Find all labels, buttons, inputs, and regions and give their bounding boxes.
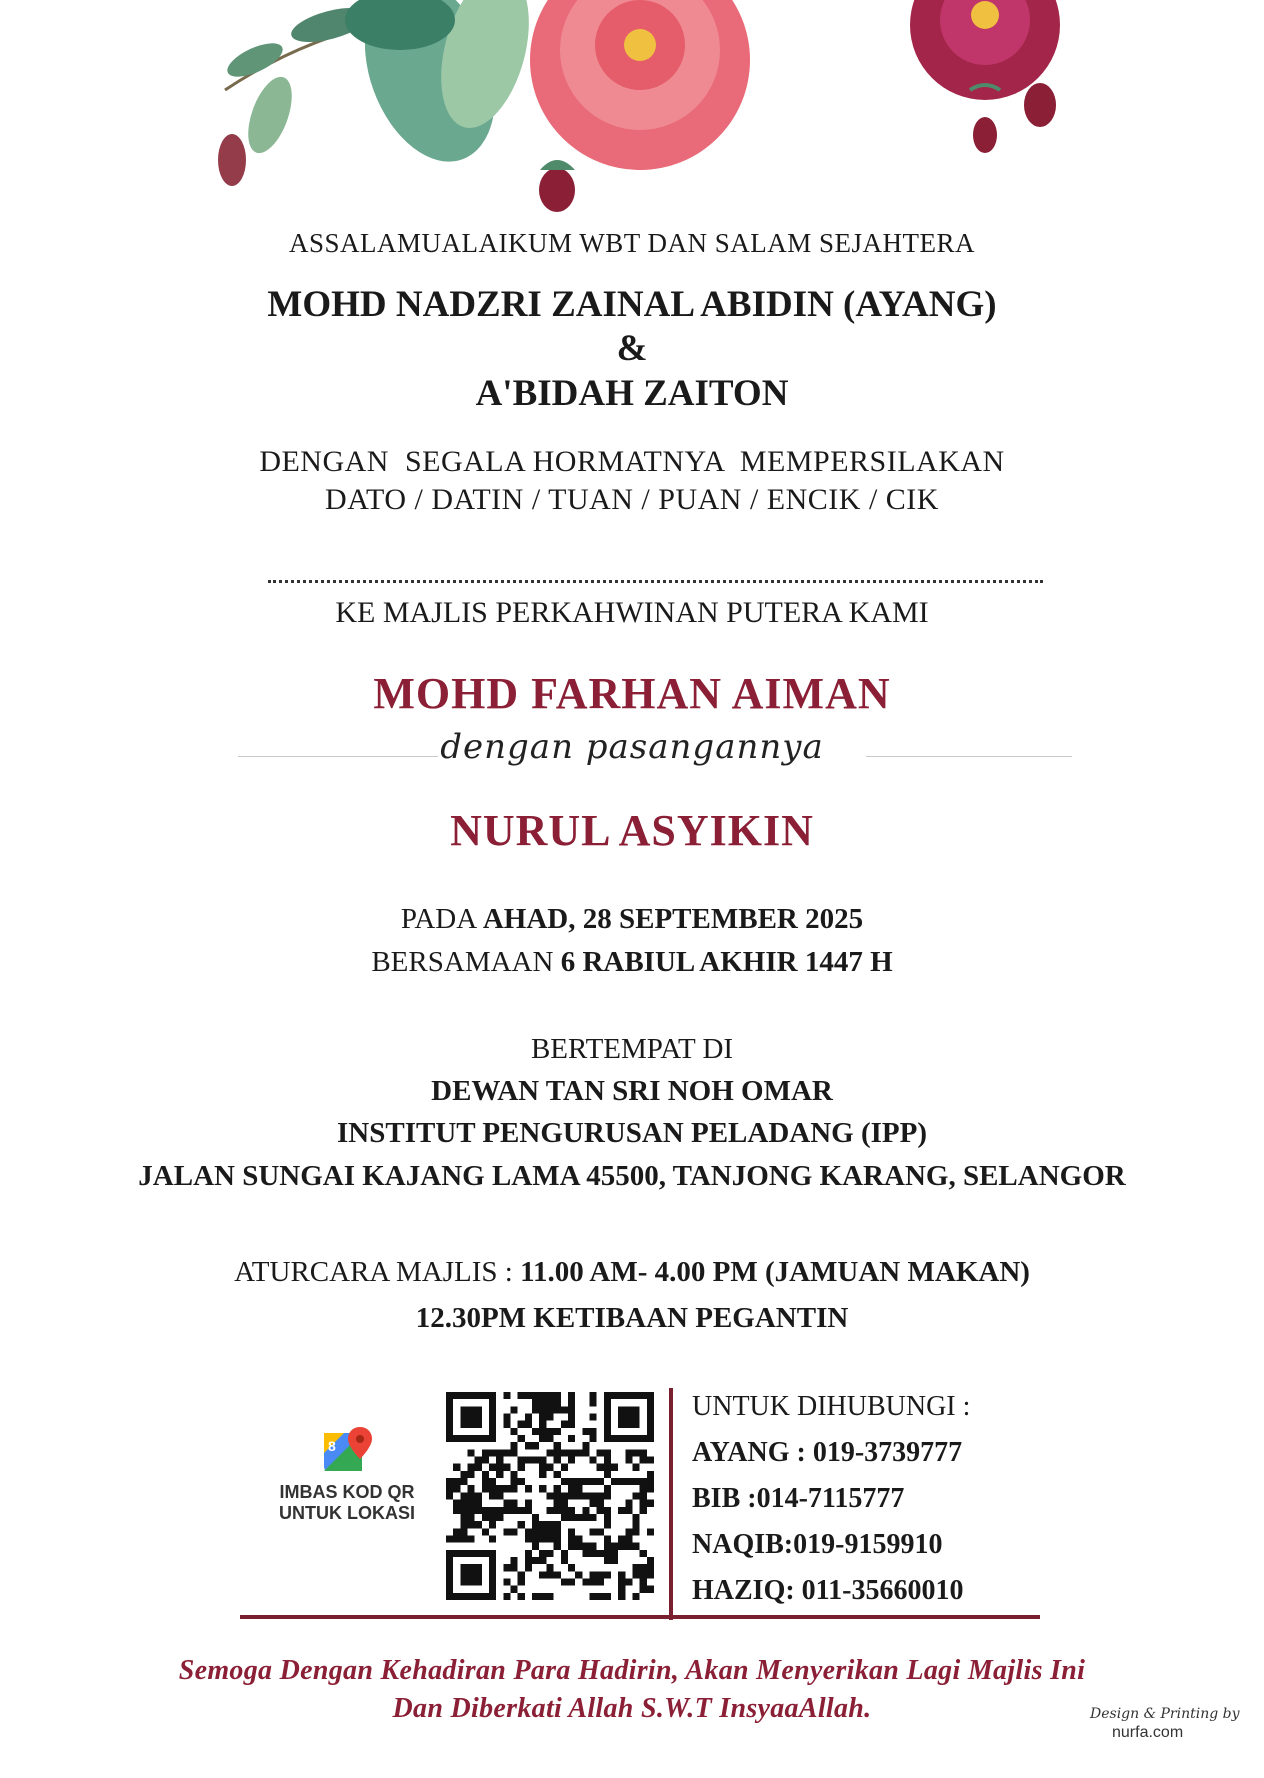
hijri-value: 6 RABIUL AKHIR 1447 H [560, 946, 893, 978]
date-hijri [0, 946, 1264, 979]
mother-name: A'BIDAH ZAITON [475, 373, 789, 414]
closing-line-1: Semoga Dengan Kehadiran Para Hadirin, Akan Menyerikan Lagi Majlis Ini [178, 1655, 1086, 1686]
vertical-divider [669, 1388, 673, 1620]
date-prefix: PADA [400, 903, 476, 935]
horizontal-divider [240, 1615, 1040, 1619]
father-name: MOHD NADZRI ZAINAL ABIDIN (AYANG) [267, 284, 997, 325]
contact-item: NAQIB:019-9159910 [692, 1529, 943, 1560]
schedule-time: 11.00 AM- 4.00 PM (JAMUAN MAKAN) [520, 1256, 1030, 1288]
bride-name: NURUL ASYIKIN [450, 806, 814, 855]
google-maps-icon [322, 1425, 372, 1475]
qr-location-label [260, 1482, 434, 1524]
arrival-time: 12.30PM KETIBAAN PEGANTIN [415, 1302, 849, 1334]
contact-title: UNTUK DIHUBUNGI : [692, 1391, 971, 1422]
qr-label-line-2: UNTUK LOKASI [279, 1503, 415, 1523]
credit-line-2: nurfa.com [1112, 1724, 1184, 1741]
floral-header [0, 0, 1264, 225]
venue-label: BERTEMPAT DI [530, 1033, 734, 1065]
connector-script: dengan pasangannya [440, 727, 824, 767]
qr-label-line-1: IMBAS KOD QR [279, 1482, 415, 1502]
leaf-cluster-center [341, 0, 544, 180]
divider-right [866, 756, 1072, 757]
flower-right [910, 0, 1060, 153]
hijri-prefix: BERSAMAAN [371, 946, 554, 978]
contact-item: AYANG : 019-3739777 [692, 1437, 963, 1468]
rosebud-center [539, 160, 575, 212]
venue-line-3: JALAN SUNGAI KAJANG LAMA 45500, TANJONG KARANG, SELANGOR [138, 1160, 1126, 1192]
groom-name: MOHD FARHAN AIMAN [373, 669, 891, 718]
rose-center [530, 0, 750, 170]
location-qr-code[interactable] [446, 1392, 654, 1600]
guest-name-dotted-line [268, 580, 1043, 583]
contact-item: BIB :014-7115777 [692, 1483, 905, 1514]
closing-line-2: Dan Diberkati Allah S.W.T InsyaaAllah. [392, 1693, 872, 1724]
venue-line-2: INSTITUT PENGURUSAN PELADANG (IPP) [337, 1117, 927, 1149]
greeting: ASSALAMUALAIKUM WBT DAN SALAM SEJAHTERA [288, 228, 976, 258]
venue-line-1: DEWAN TAN SRI NOH OMAR [431, 1075, 833, 1107]
contact-item: HAZIQ: 011-35660010 [692, 1575, 964, 1606]
date-gregorian [0, 903, 1264, 936]
schedule-label: ATURCARA MAJLIS : [234, 1256, 513, 1288]
ampersand: & [616, 328, 648, 369]
invitation-line-2: DATO / DATIN / TUAN / PUAN / ENCIK / CIK [325, 483, 939, 516]
date-value: AHAD, 28 SEPTEMBER 2025 [482, 903, 864, 935]
credit-line-1: Design & Printing by [1090, 1706, 1240, 1722]
invitation-line-1: DENGAN SEGALA HORMATNYA MEMPERSILAKAN [259, 445, 1005, 478]
schedule [0, 1256, 1264, 1289]
majlis-line: KE MAJLIS PERKAHWINAN PUTERA KAMI [335, 596, 929, 629]
svg-text:8: 8 [328, 1438, 336, 1454]
